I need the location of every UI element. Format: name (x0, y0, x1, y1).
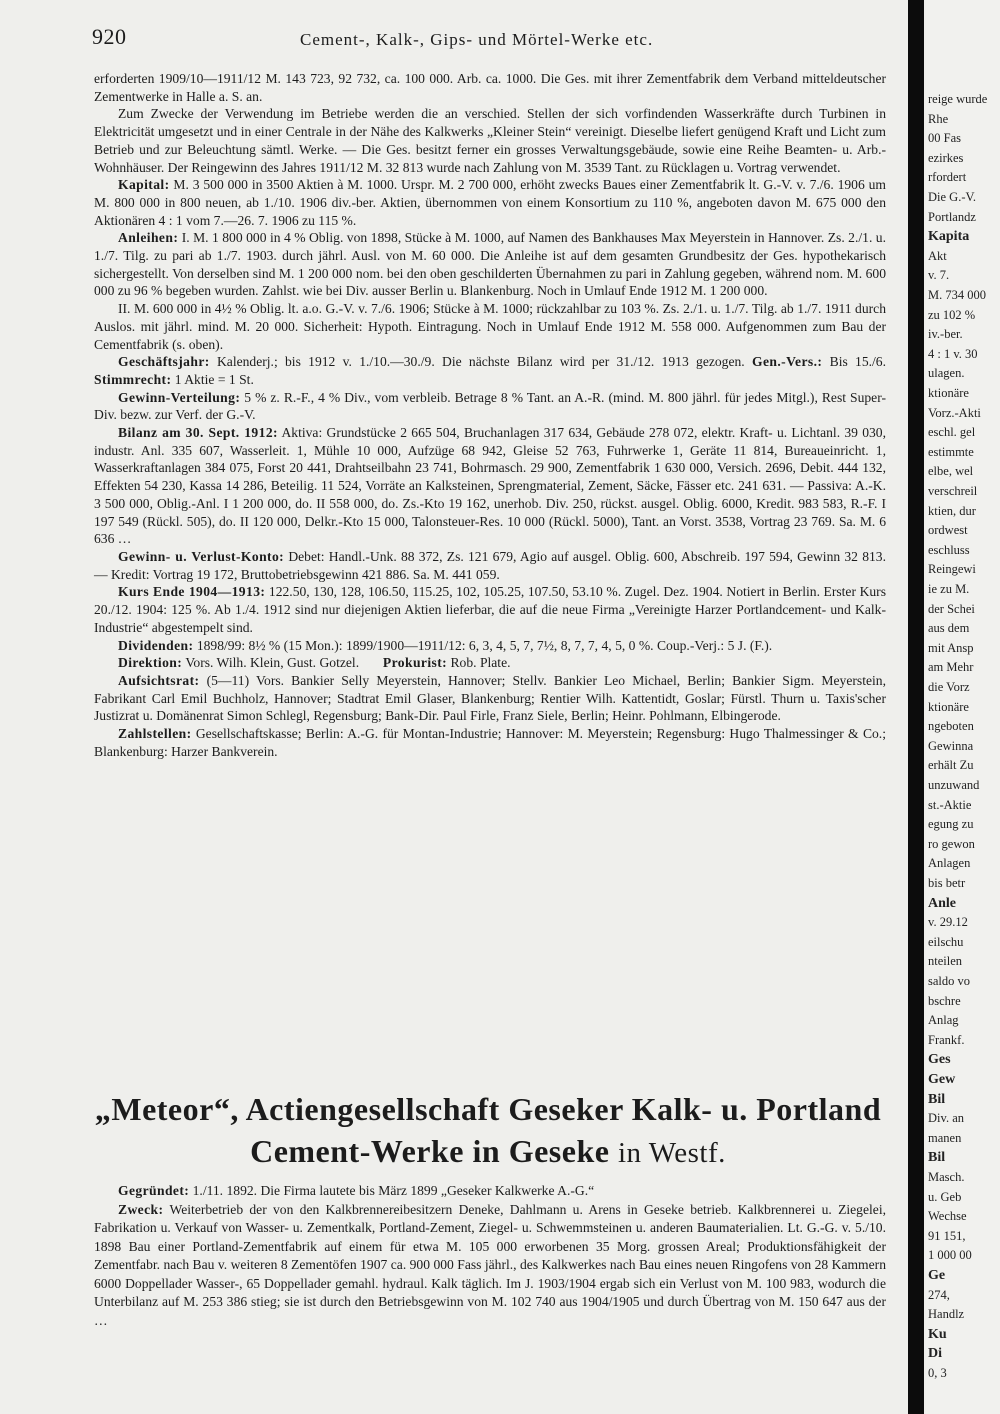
adjacent-text-fragment: Vorz.-Akti (928, 405, 981, 420)
page-gutter (908, 0, 924, 1414)
adjacent-text-fragment: manen (928, 1130, 962, 1145)
adjacent-text-fragment: Rhe (928, 111, 949, 126)
adjacent-text-fragment: v. 7. (928, 268, 950, 283)
aufsichtsrat-label: Aufsichtsrat: (118, 672, 200, 688)
adjacent-text-fragment: 1 000 00 (928, 1248, 972, 1263)
dividenden-label: Dividenden: (118, 637, 194, 653)
adjacent-text-fragment: ro gewon (928, 836, 975, 851)
adjacent-text-fragment: 91 151, (928, 1228, 966, 1243)
kapital-entry (94, 176, 886, 229)
adjacent-text-fragment: elbe, wel (928, 464, 974, 479)
anleihen-label: Anleihen: (118, 230, 179, 246)
adjacent-text-fragment: Di (928, 1346, 942, 1362)
adjacent-text-fragment: ordwest (928, 523, 968, 538)
adjacent-text-fragment: die Vorz (928, 680, 970, 694)
zweck-text: Weiterbetrieb der von den Kalkbrennereibesitzern Deneke, Dahlmann u. Arens in Geseke betrieb. Kalkbrennerei u. Ziegelei, Fabrikation u. Verkauf von Wasser- u. Zementkalk, Portland-Zement, Ziegel- u. Schwemmsteinen u. anderen Baumaterialien. Lt. G.-G. v. 5./10. 1898 Bau einer Portland-Zementfabrik auf einem für etwa M. 105 000 erworbenen 35 Morg. grossen Areal; Produktionsfähigkeit der Zementfabr. nach Bau v. weiteren 8 Zementöfen 1907 ca. 900 000 Fass jährl., des Kalkwerkes nach Bau eines neuen Ringofens von 28 Kammern 6000 Doppellader Wasser-, 65 Doppellader gemahl. hydraul. Kalk täglich. Im J. 1903/1904 ergab sich ein Verlust von M. 100 983, wodurch die Unterbilanz auf M. 253 386 stieg; sie ist durch den Betriebsgewinn von M. 102 740 aus 1904/1905 und durch Übertrag von M. 150 647 aus der … (94, 1201, 886, 1328)
adjacent-text-fragment: unzuwand (928, 778, 980, 792)
genvers-text: Bis 15./6. (829, 354, 886, 370)
adjacent-text-fragment: Ges (928, 1052, 951, 1068)
adjacent-text-fragment: Reingewi (928, 562, 976, 577)
adjacent-text-fragment: Gew (928, 1072, 956, 1087)
adjacent-text-fragment: Portlandz (928, 209, 976, 224)
adjacent-text-fragment: Frankf. (928, 1032, 965, 1047)
intro-paragraph-2: Zum Zwecke der Verwendung im Betriebe werden die an verschied. Stellen der sich vorfindenden Wasserkräfte durch Turbinen in Elektricität umgesetzt und in einer Centrale in der Nähe des Kalkwerks „Kleiner Stein“ vereinigt. Dieselbe liefert genügend Kraft und Licht zum Betrieb und zur Beleuchtung sämtl. Werke. — Die Ges. besitzt ferner ein grosses Verwaltungsgebäude, sowie eine Reihe Beamten- u. Arb.-Wohnhäuser. Der Reingewinn des Jahres 1911/12 M. 32 813 wurde nach Zahlung von M. 3539 Tant. zu Rücklagen u. Vortrag verwendet. (94, 106, 886, 175)
zweck-label: Zweck: (118, 1201, 164, 1217)
gegruendet-text: 1./11. 1892. Die Firma lautete bis März 1899 „Geseker Kalkwerke A.-G.“ (192, 1183, 595, 1198)
geschaeftsjahr-text: Kalenderj.; bis 1912 v. 1./10.—30./9. Die nächste Bilanz wird per 31./12. 1913 gezogen. (216, 354, 745, 370)
adjacent-text-fragment: iv.-ber. (928, 327, 963, 342)
gegruendet-entry (94, 1182, 886, 1201)
adjacent-text-fragment: egung zu (928, 817, 974, 832)
anleihen-text: I. M. 1 800 000 in 4 % Oblig. von 1898, Stücke à M. 1000, auf Namen des Bankhauses Max Meyerstein in Hannover. Zs. 2./1. u. 1./7. Tilg. zu pari ab 1./7. 1903. durch jährl. Ausl. von M. 60 000. Die Anleihe ist auf dem gesamten Grundbesitz der Ges. hypothekarisch sichergestellt. Von derselben sind M. 1 200 000 nom. bei den oben geschilderten Übernahmen zu pari in Zahlung gegeben, während nom. M. 600 000 zu 96 % begeben wurden. Zahlst. wie bei Div. ausser Berlin u. Blankenburg. Noch in Umlauf Ende 1912 M. 1 200 000. (94, 230, 886, 299)
adjacent-page-fragment (926, 0, 1000, 1414)
adjacent-text-fragment: Gewinna (928, 738, 974, 753)
adjacent-text-fragment: eilschu (928, 934, 964, 949)
page-number: 920 (92, 24, 127, 49)
anleihen-2-entry: II. M. 600 000 in 4½ % Oblig. lt. a.o. G.-V. v. 7./6. 1906; Stücke à M. 1000; rückzahlbar zu 103 %. Zs. 2./1. u. 1./7. Tilg. ab 1./7. 1911 durch Auslos. mit jährl. mind. M. 20 000. Sicherheit: Hypoth. Eintragung. Noch in Umlauf Ende 1912 M. 558 000. Aufgenommen zum Bau der Cementfabrik (s. oben). (94, 301, 886, 352)
adjacent-text-fragment: mit Ansp (928, 640, 974, 655)
running-head: Cement-, Kalk-, Gips- und Mörtel-Werke etc. (300, 30, 654, 49)
bilanz-entry (94, 424, 886, 548)
company-entry-harzer (94, 70, 886, 760)
adjacent-text-fragment: Bil (928, 1150, 946, 1166)
company-title-main: Cement-Werke in Geseke (250, 1133, 610, 1169)
adjacent-text-fragment: verschreil (928, 484, 978, 498)
adjacent-text-fragment: Die G.-V. (928, 190, 977, 204)
bilanz-label: Bilanz am 30. Sept. 1912: (118, 425, 278, 441)
adjacent-text-fragment: Ge (928, 1268, 946, 1283)
geschaeftsjahr-entry (94, 353, 886, 388)
adjacent-text-fragment: rfordert (928, 170, 967, 185)
adjacent-text-fragment: Anlag (928, 1013, 959, 1028)
adjacent-text-fragment: bschre (928, 993, 961, 1008)
adjacent-text-fragment: v. 29.12 (928, 915, 968, 930)
adjacent-text-fragment: Anlagen (928, 856, 971, 871)
adjacent-text-fragment: u. Geb (928, 1189, 962, 1204)
intro-paragraph: erforderten 1909/10—1911/12 M. 143 723, 92 732, ca. 100 000. Arb. ca. 1000. Die Ges. mit ihrer Zementfabrik dem Verband mitteldeutscher Zementwerke in Halle a. S. an. (94, 71, 886, 104)
direktion-entry (94, 654, 886, 672)
adjacent-text-fragment: am Mehr (928, 660, 974, 675)
adjacent-text-fragment: Handlz (928, 1307, 965, 1322)
adjacent-text-fragment: estimmte (928, 444, 974, 459)
adjacent-text-fragment: ulagen. (928, 366, 965, 381)
prokurist-label: Prokurist: (382, 655, 448, 671)
kapital-text: M. 3 500 000 in 3500 Aktien à M. 1000. Urspr. M. 2 700 000, erhöht zwecks Baues einer Zementfabrik lt. G.-V. v. 7./6. 1906 um M. 800 000 in 800 neuen, ab 1./10. 1906 div.-ber. Aktien, übernommen von einem Konsortium zu 110 %, angeboten davon M. 675 000 den Aktionären 4 : 1 vom 7.—26. 7. 1906 zu 115 %. (94, 177, 886, 228)
adjacent-text-fragment: ezirkes (928, 150, 964, 165)
adjacent-text-fragment: Anle (928, 895, 956, 911)
company-title-line-1: „Meteor“, Actiengesellschaft Geseker Kalk- u. Portland (94, 1091, 882, 1127)
gewinnvert-label: Gewinn-Verteilung: (118, 389, 241, 405)
adjacent-text-fragment: ngeboten (928, 719, 974, 734)
adjacent-text-fragment: 0, 3 (928, 1366, 947, 1380)
zweck-entry (94, 1201, 886, 1331)
dividenden-entry (94, 637, 886, 655)
adjacent-text-fragment: ktionäre (928, 386, 969, 400)
adjacent-text-fragment: bis betr (928, 876, 966, 890)
dividenden-text: 1898/99: 8½ % (15 Mon.): 1899/1900—1911/12: 6, 3, 4, 5, 7, 7½, 8, 7, 7, 4, 5, 0 %. Coup.-Verj.: 5 J. (F.). (196, 637, 773, 653)
kurs-label: Kurs Ende 1904—1913: (118, 584, 266, 600)
zahlstellen-entry (94, 725, 886, 760)
stimmrecht-text: 1 Aktie = 1 St. (174, 371, 254, 387)
adjacent-text-fragment: 274, (928, 1287, 950, 1302)
guv-entry (94, 548, 886, 583)
adjacent-text-fragment: 00 Fas (928, 131, 961, 146)
direktion-text: Vors. Wilh. Klein, Gust. Gotzel. (185, 655, 360, 671)
zahlstellen-label: Zahlstellen: (118, 726, 192, 742)
kapital-label: Kapital: (118, 177, 170, 193)
adjacent-text-fragment: saldo vo (928, 974, 971, 988)
adjacent-text-fragment: eschluss (928, 542, 970, 557)
adjacent-text-fragment: Kapita (928, 229, 970, 245)
adjacent-text-fragment: eschl. gel (928, 425, 976, 440)
adjacent-text-fragment: Bil (928, 1091, 946, 1107)
gewinnvert-entry (94, 389, 886, 424)
bilanz-text: Aktiva: Grundstücke 2 665 504, Bruchanlagen 317 634, Gebäude 278 072, elektr. Kraft- u. Lichtanl. 39 030, industr. Anl. 335 607, Wasserleit. 1, Mühle 10 000, Aufzüge 68 942, Gleise 52 763, Fuhrwerke 1, Geräte 11 814, Bureaueinricht. 1, Wasserkraftanlagen 384 075, Forst 20 441, Drahtseilbahn 23 741, Bohrmasch. 29 900, Zementfabrik 1 630 000, Versich. 2696, Debit. 444 132, Effekten 54 230, Kassa 14 286, Beteilig. 11 524, Vorräte an Kalksteinen, Sprengmaterial, Zement, Säcke, Fässer etc. 241 631. — Passiva: A.-K. 3 500 000, Oblig.-Anl. I 1 200 000, do. II 558 000, do. Zs.-Kto 19 162, unerhob. Div. 250, rückst. ausgel. Oblig. 6000, Kredit. 983 583, R.-F. I 197 549 (Rückl. 505), do. II 120 000, Delkr.-Kto 15 000, Talonsteuer-Res. 10 000 (Rückl. 5000), Tant. an Vorst. 3538, Vortrag 23 769. Sa. M. 6 636 … (94, 425, 886, 547)
prokurist-text: Rob. Plate. (450, 655, 511, 671)
adjacent-text-fragment: Masch. (928, 1170, 965, 1184)
anleihen-entry (94, 229, 886, 300)
adjacent-text-fragment: Ku (928, 1326, 947, 1342)
company-title-line-2 (90, 1130, 886, 1174)
adjacent-text-fragment: st.-Aktie (928, 797, 972, 812)
adjacent-text-fragment: der Schei (928, 601, 975, 616)
adjacent-text-fragment: nteilen (928, 954, 963, 969)
kurs-text: 122.50, 130, 128, 106.50, 115.25, 102, 105.25, 107.50, 53.10 %. Zugel. Dez. 1904. Notiert in Berlin. Erster Kurs 20./12. 1904: 125 %. Ab 1./4. 1912 sind nur diejenigen Aktien lieferbar, die auf die neue Firma „Vereinigte Harzer Portlandcement- und Kalk-Industrie“ abgestempelt sind. (94, 584, 886, 635)
adjacent-text-fragment: ie zu M. (928, 582, 970, 596)
adjacent-text-fragment: reige wurde (928, 92, 988, 106)
genvers-label: Gen.-Vers.: (752, 354, 823, 370)
adjacent-text-fragment: Akt (928, 248, 947, 263)
adjacent-text-fragment: zu 102 % (928, 307, 976, 322)
zahlstellen-text: Gesellschaftskasse; Berlin: A.-G. für Montan-Industrie; Hannover: M. Meyerstein; Regensburg: Hugo Thalmessinger & Co.; Blankenburg: Harzer Bankverein. (94, 726, 886, 759)
adjacent-text-fragment: Wechse (928, 1209, 967, 1224)
stimmrecht-label: Stimmrecht: (94, 371, 172, 387)
company-entry-meteor (94, 1182, 886, 1330)
adjacent-text-fragment: aus dem (928, 621, 970, 636)
adjacent-text-fragment: M. 734 000 (928, 288, 986, 302)
company-title-meteor (90, 1088, 886, 1174)
adjacent-text-fragment: Div. an (928, 1111, 964, 1126)
aufsichtsrat-text: (5—11) Vors. Bankier Selly Meyerstein, Hannover; Stellv. Bankier Leo Michael, Berlin; Bankier Sigm. Meyerstein, Fabrikant Carl Emil Buchholz, Hannover; Stadtrat Emil Glaser, Blankenburg; Rentier Wilh. Kattentidt, Goslar; Fürstl. Thurn u. Taxis'scher Justizrat u. Domänenrat Simon Schlegl, Regensburg; Bank-Dir. Paul Firle, Franz Siele, Berlin; Heinr. Pohlmann, Elbingerode. (94, 672, 886, 724)
adjacent-text-fragment: erhält Zu (928, 758, 974, 773)
company-title-location: in Westf. (617, 1137, 726, 1169)
geschaeftsjahr-label: Geschäftsjahr: (118, 354, 210, 370)
gewinnvert-text: 5 % z. R.-F., 4 % Div., vom verbleib. Betrage 8 % Tant. an A.-R. (mind. M. 800 jährl. für jedes Mitgl.), Rest Super-Div. bezw. zur Verf. der G.-V. (94, 389, 886, 423)
aufsichtsrat-entry (94, 672, 886, 725)
kurs-entry (94, 583, 886, 636)
adjacent-text-fragment: ktien, dur (928, 503, 976, 518)
direktion-label: Direktion: (118, 655, 183, 671)
guv-text: Debet: Handl.-Unk. 88 372, Zs. 121 679, Agio auf ausgel. Oblig. 600, Abschreib. 197 594, Gewinn 32 813. — Kredit: Vortrag 19 172, Bruttobetriebsgewinn 421 886. Sa. M. 441 059. (94, 548, 886, 582)
adjacent-text-fragment: ktionäre (928, 699, 969, 714)
guv-label: Gewinn- u. Verlust-Konto: (118, 548, 285, 564)
adjacent-text-fragment: 4 : 1 v. 30 (928, 346, 978, 361)
gegruendet-label: Gegründet: (118, 1183, 190, 1198)
